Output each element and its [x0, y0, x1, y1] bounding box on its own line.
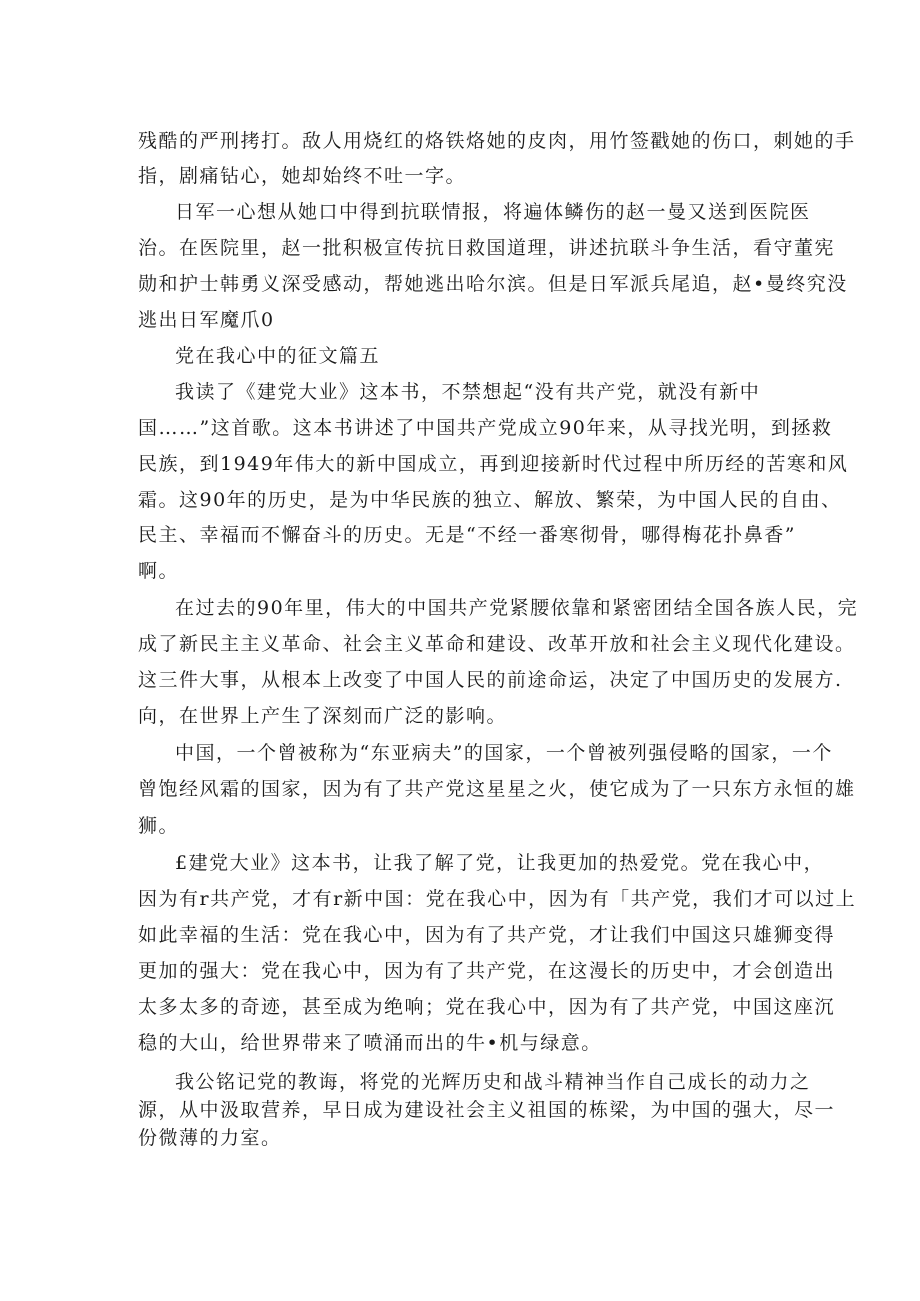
- text-line: 啊。: [138, 560, 180, 582]
- text-line: 逃出日军魔爪0: [138, 309, 275, 331]
- text-line: 民族，到1949年伟大的新中国成立，再到迎接新时代过程中所历经的苦寒和风: [138, 453, 849, 475]
- text-line: 份微薄的力室。: [138, 1127, 282, 1149]
- text-line: 残酷的严刑拷打。敌人用烧红的烙铁烙她的皮肉，用竹签戳她的伤口，刺她的手: [138, 130, 856, 152]
- text-line: 日军一心想从她口中得到抗联情报，将遍体鳞伤的赵一曼又送到医院医: [175, 201, 811, 223]
- text-line: 我公铭记党的教诲，将党的光辉历史和战斗精神当作自己成长的动力之: [175, 1071, 811, 1093]
- text-line: 稳的大山，给世界带来了喷涌而出的牛•机与绿意。: [138, 1032, 602, 1054]
- text-line: 指，剧痛钻心，她却始终不吐一字。: [138, 165, 467, 187]
- text-line: 向，在世界上产生了深刻而广泛的影响。: [138, 705, 508, 727]
- text-line: 这三件大事，从根本上改变了中国人民的前途命运，决定了中国历史的发展方.: [138, 669, 843, 691]
- text-line: 民主、幸福而不懈奋斗的历史。无是“不经一番寒彻骨，哪得梅花扑鼻香”: [138, 524, 796, 546]
- text-line: 曾饱经风霜的国家，因为有了共产党这星星之火，使它成为了一只东方永恒的雄: [138, 778, 856, 800]
- text-line: 因为有r共产党，才有r新中国：党在我心中，因为有「共产党，我们才可以过上: [138, 888, 857, 910]
- text-line: 中国，一个曾被称为“东亚病夫”的国家，一个曾被列强侵略的国家，一个: [175, 742, 833, 764]
- text-line: 在过去的90年里，伟大的中国共产党紧腰依靠和紧密团结全国各族人民，完: [175, 597, 859, 619]
- text-line: 太多太多的奇迹，甚至成为绝响；党在我心中，因为有了共产党，中国这座沉: [138, 996, 836, 1018]
- text-line: 勋和护士韩勇义深受感动，帮她逃出哈尔滨。但是日军派兵尾追，赵•曼终究没: [138, 273, 848, 295]
- text-line: 源，从中汲取营养，早日成为建设社会主义祖国的栋梁，为中国的强大，尽一: [138, 1099, 836, 1121]
- text-line: 成了新民主主义革命、社会主义革命和建设、改革开放和社会主义现代化建设。: [138, 633, 856, 655]
- text-line: 狮。: [138, 815, 180, 837]
- text-line: 国……”这首歌。这本书讲述了中国共产党成立90年来，从寻找光明，到拯救: [138, 417, 833, 439]
- text-line: 霜。这90年的历史，是为中华民族的独立、解放、繁荣，为中国人民的自由、: [138, 489, 842, 511]
- text-line: 我读了《建党大业》这本书，不禁想起“没有共产党，就没有新中: [175, 381, 761, 403]
- text-line: 治。在医院里，赵一批积极宣传抗日救国道理，讲述抗联斗争生活，看守董宪: [138, 237, 836, 259]
- text-line: £建党大业》这本书，让我了解了党，让我更加的热爱党。党在我心中，: [175, 852, 825, 874]
- section-heading: 党在我心中的征文篇五: [175, 345, 381, 367]
- text-line: 如此幸福的生活：党在我心中，因为有了共产党，才让我们中国这只雄狮变得: [138, 924, 836, 946]
- text-line: 更加的强大：党在我心中，因为有了共产党，在这漫长的历史中，才会创造出: [138, 960, 836, 982]
